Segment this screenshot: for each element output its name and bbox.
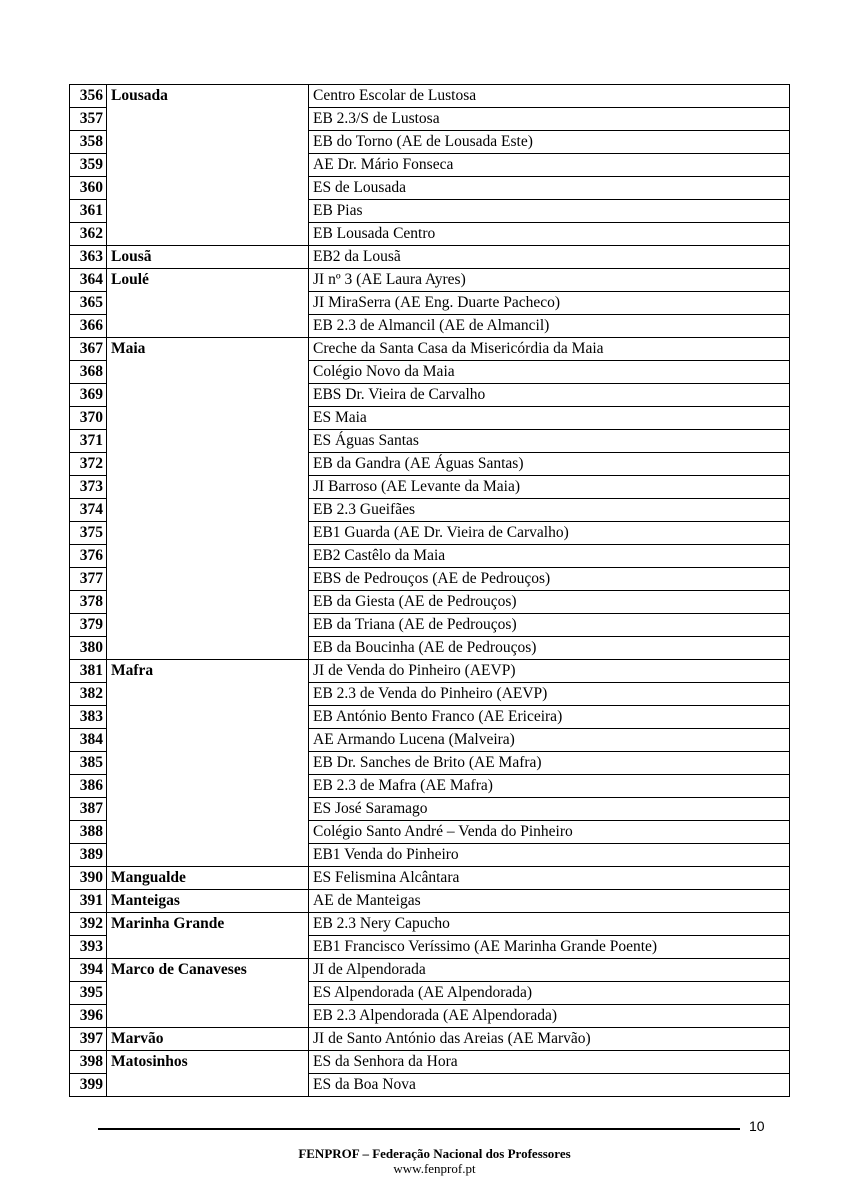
table-row (70, 936, 790, 959)
municipality-cell (107, 200, 309, 223)
row-number: 365 (70, 292, 107, 315)
school-cell: JI de Santo António das Areias (AE Marvão) (309, 1028, 790, 1051)
row-number: 384 (70, 729, 107, 752)
row-number: 395 (70, 982, 107, 1005)
school-cell: EB da Triana (AE de Pedrouços) (309, 614, 790, 637)
table-row (70, 729, 790, 752)
row-number: 368 (70, 361, 107, 384)
school-cell: EB2 da Lousã (309, 246, 790, 269)
row-number: 394 (70, 959, 107, 982)
table-row (70, 453, 790, 476)
school-cell: EB da Boucinha (AE de Pedrouços) (309, 637, 790, 660)
table-row (70, 775, 790, 798)
row-number: 379 (70, 614, 107, 637)
municipality-cell (107, 407, 309, 430)
row-number: 372 (70, 453, 107, 476)
table-row (70, 1005, 790, 1028)
footer-divider (98, 1128, 740, 1130)
schools-table (69, 84, 790, 1097)
municipality-cell (107, 568, 309, 591)
row-number: 360 (70, 177, 107, 200)
table-row (70, 269, 790, 292)
row-number: 389 (70, 844, 107, 867)
school-cell: EBS de Pedrouços (AE de Pedrouços) (309, 568, 790, 591)
row-number: 388 (70, 821, 107, 844)
municipality-cell (107, 177, 309, 200)
row-number: 373 (70, 476, 107, 499)
school-cell: JI de Venda do Pinheiro (AEVP) (309, 660, 790, 683)
page-number: 10 (749, 1118, 765, 1134)
table-row (70, 637, 790, 660)
school-cell: Colégio Santo André – Venda do Pinheiro (309, 821, 790, 844)
row-number: 377 (70, 568, 107, 591)
municipality-cell (107, 545, 309, 568)
table-row (70, 200, 790, 223)
municipality-cell: Manteigas (107, 890, 309, 913)
school-cell: ES da Senhora da Hora (309, 1051, 790, 1074)
row-number: 396 (70, 1005, 107, 1028)
table-row (70, 867, 790, 890)
school-cell: EB Lousada Centro (309, 223, 790, 246)
table-row (70, 315, 790, 338)
row-number: 381 (70, 660, 107, 683)
school-cell: ES de Lousada (309, 177, 790, 200)
row-number: 393 (70, 936, 107, 959)
municipality-cell (107, 936, 309, 959)
row-number: 356 (70, 85, 107, 108)
municipality-cell (107, 223, 309, 246)
table-body (70, 85, 790, 1097)
municipality-cell (107, 683, 309, 706)
school-cell: EB 2.3/S de Lustosa (309, 108, 790, 131)
municipality-cell (107, 614, 309, 637)
municipality-cell (107, 637, 309, 660)
municipality-cell (107, 154, 309, 177)
row-number: 387 (70, 798, 107, 821)
footer-url: www.fenprof.pt (393, 1161, 476, 1176)
school-cell: EB1 Guarda (AE Dr. Vieira de Carvalho) (309, 522, 790, 545)
row-number: 364 (70, 269, 107, 292)
table-row (70, 430, 790, 453)
school-cell: EB 2.3 de Mafra (AE Mafra) (309, 775, 790, 798)
municipality-cell (107, 706, 309, 729)
table-row (70, 1028, 790, 1051)
school-cell: EBS Dr. Vieira de Carvalho (309, 384, 790, 407)
municipality-cell (107, 1005, 309, 1028)
row-number: 390 (70, 867, 107, 890)
school-cell: AE Dr. Mário Fonseca (309, 154, 790, 177)
school-cell: EB2 Castêlo da Maia (309, 545, 790, 568)
municipality-cell (107, 108, 309, 131)
school-cell: JI de Alpendorada (309, 959, 790, 982)
municipality-cell (107, 430, 309, 453)
municipality-cell: Lousã (107, 246, 309, 269)
municipality-cell (107, 821, 309, 844)
row-number: 378 (70, 591, 107, 614)
municipality-cell: Loulé (107, 269, 309, 292)
municipality-cell (107, 315, 309, 338)
table-row (70, 591, 790, 614)
school-cell: JI MiraSerra (AE Eng. Duarte Pacheco) (309, 292, 790, 315)
school-cell: ES José Saramago (309, 798, 790, 821)
footer-organization: FENPROF – Federação Nacional dos Professores (298, 1146, 571, 1161)
table-row (70, 706, 790, 729)
school-cell: ES Águas Santas (309, 430, 790, 453)
school-cell: EB1 Francisco Veríssimo (AE Marinha Grande Poente) (309, 936, 790, 959)
table-row (70, 890, 790, 913)
school-cell: EB da Gandra (AE Águas Santas) (309, 453, 790, 476)
row-number: 383 (70, 706, 107, 729)
school-cell: JI Barroso (AE Levante da Maia) (309, 476, 790, 499)
school-cell: JI nº 3 (AE Laura Ayres) (309, 269, 790, 292)
school-cell: EB Dr. Sanches de Brito (AE Mafra) (309, 752, 790, 775)
school-cell: EB1 Venda do Pinheiro (309, 844, 790, 867)
municipality-cell: Marvão (107, 1028, 309, 1051)
row-number: 370 (70, 407, 107, 430)
table-row (70, 545, 790, 568)
table-row (70, 683, 790, 706)
table-row (70, 798, 790, 821)
school-cell: EB 2.3 de Venda do Pinheiro (AEVP) (309, 683, 790, 706)
school-cell: Creche da Santa Casa da Misericórdia da Maia (309, 338, 790, 361)
table-row (70, 85, 790, 108)
table-row (70, 1051, 790, 1074)
row-number: 397 (70, 1028, 107, 1051)
table-row (70, 338, 790, 361)
table-row (70, 108, 790, 131)
table-row (70, 660, 790, 683)
row-number: 369 (70, 384, 107, 407)
row-number: 398 (70, 1051, 107, 1074)
municipality-cell: Mangualde (107, 867, 309, 890)
row-number: 363 (70, 246, 107, 269)
table-row (70, 131, 790, 154)
row-number: 362 (70, 223, 107, 246)
row-number: 380 (70, 637, 107, 660)
row-number: 392 (70, 913, 107, 936)
municipality-cell (107, 752, 309, 775)
municipality-cell (107, 361, 309, 384)
row-number: 375 (70, 522, 107, 545)
municipality-cell: Matosinhos (107, 1051, 309, 1074)
row-number: 367 (70, 338, 107, 361)
municipality-cell (107, 982, 309, 1005)
table-row (70, 361, 790, 384)
row-number: 359 (70, 154, 107, 177)
row-number: 399 (70, 1074, 107, 1097)
municipality-cell: Maia (107, 338, 309, 361)
table-row (70, 1074, 790, 1097)
table-row (70, 959, 790, 982)
school-cell: AE Armando Lucena (Malveira) (309, 729, 790, 752)
school-cell: ES da Boa Nova (309, 1074, 790, 1097)
row-number: 382 (70, 683, 107, 706)
table-row (70, 154, 790, 177)
row-number: 386 (70, 775, 107, 798)
table-row (70, 913, 790, 936)
row-number: 391 (70, 890, 107, 913)
municipality-cell (107, 453, 309, 476)
school-cell: EB da Giesta (AE de Pedrouços) (309, 591, 790, 614)
row-number: 366 (70, 315, 107, 338)
table-row (70, 614, 790, 637)
table-row (70, 499, 790, 522)
school-cell: Centro Escolar de Lustosa (309, 85, 790, 108)
school-cell: ES Maia (309, 407, 790, 430)
municipality-cell: Marco de Canaveses (107, 959, 309, 982)
school-cell: EB do Torno (AE de Lousada Este) (309, 131, 790, 154)
municipality-cell (107, 384, 309, 407)
table-row (70, 568, 790, 591)
table-row (70, 752, 790, 775)
table-row (70, 246, 790, 269)
table-row (70, 821, 790, 844)
municipality-cell: Lousada (107, 85, 309, 108)
municipality-cell (107, 131, 309, 154)
municipality-cell (107, 798, 309, 821)
row-number: 376 (70, 545, 107, 568)
municipality-cell (107, 476, 309, 499)
row-number: 374 (70, 499, 107, 522)
table-row (70, 407, 790, 430)
municipality-cell (107, 775, 309, 798)
table-row (70, 982, 790, 1005)
school-cell: AE de Manteigas (309, 890, 790, 913)
table-row (70, 476, 790, 499)
municipality-cell (107, 844, 309, 867)
table-row (70, 522, 790, 545)
school-cell: EB 2.3 Gueifães (309, 499, 790, 522)
municipality-cell (107, 1074, 309, 1097)
municipality-cell (107, 522, 309, 545)
row-number: 385 (70, 752, 107, 775)
municipality-cell (107, 499, 309, 522)
school-cell: ES Alpendorada (AE Alpendorada) (309, 982, 790, 1005)
table-row (70, 223, 790, 246)
school-cell: ES Felismina Alcântara (309, 867, 790, 890)
municipality-cell: Mafra (107, 660, 309, 683)
table-row (70, 844, 790, 867)
municipality-cell (107, 729, 309, 752)
table-row (70, 384, 790, 407)
row-number: 361 (70, 200, 107, 223)
school-cell: EB 2.3 Nery Capucho (309, 913, 790, 936)
municipality-cell (107, 591, 309, 614)
row-number: 357 (70, 108, 107, 131)
municipality-cell (107, 292, 309, 315)
school-cell: EB António Bento Franco (AE Ericeira) (309, 706, 790, 729)
school-cell: EB 2.3 Alpendorada (AE Alpendorada) (309, 1005, 790, 1028)
table-row (70, 292, 790, 315)
school-cell: EB Pias (309, 200, 790, 223)
row-number: 358 (70, 131, 107, 154)
municipality-cell: Marinha Grande (107, 913, 309, 936)
school-cell: EB 2.3 de Almancil (AE de Almancil) (309, 315, 790, 338)
table-row (70, 177, 790, 200)
row-number: 371 (70, 430, 107, 453)
school-cell: Colégio Novo da Maia (309, 361, 790, 384)
